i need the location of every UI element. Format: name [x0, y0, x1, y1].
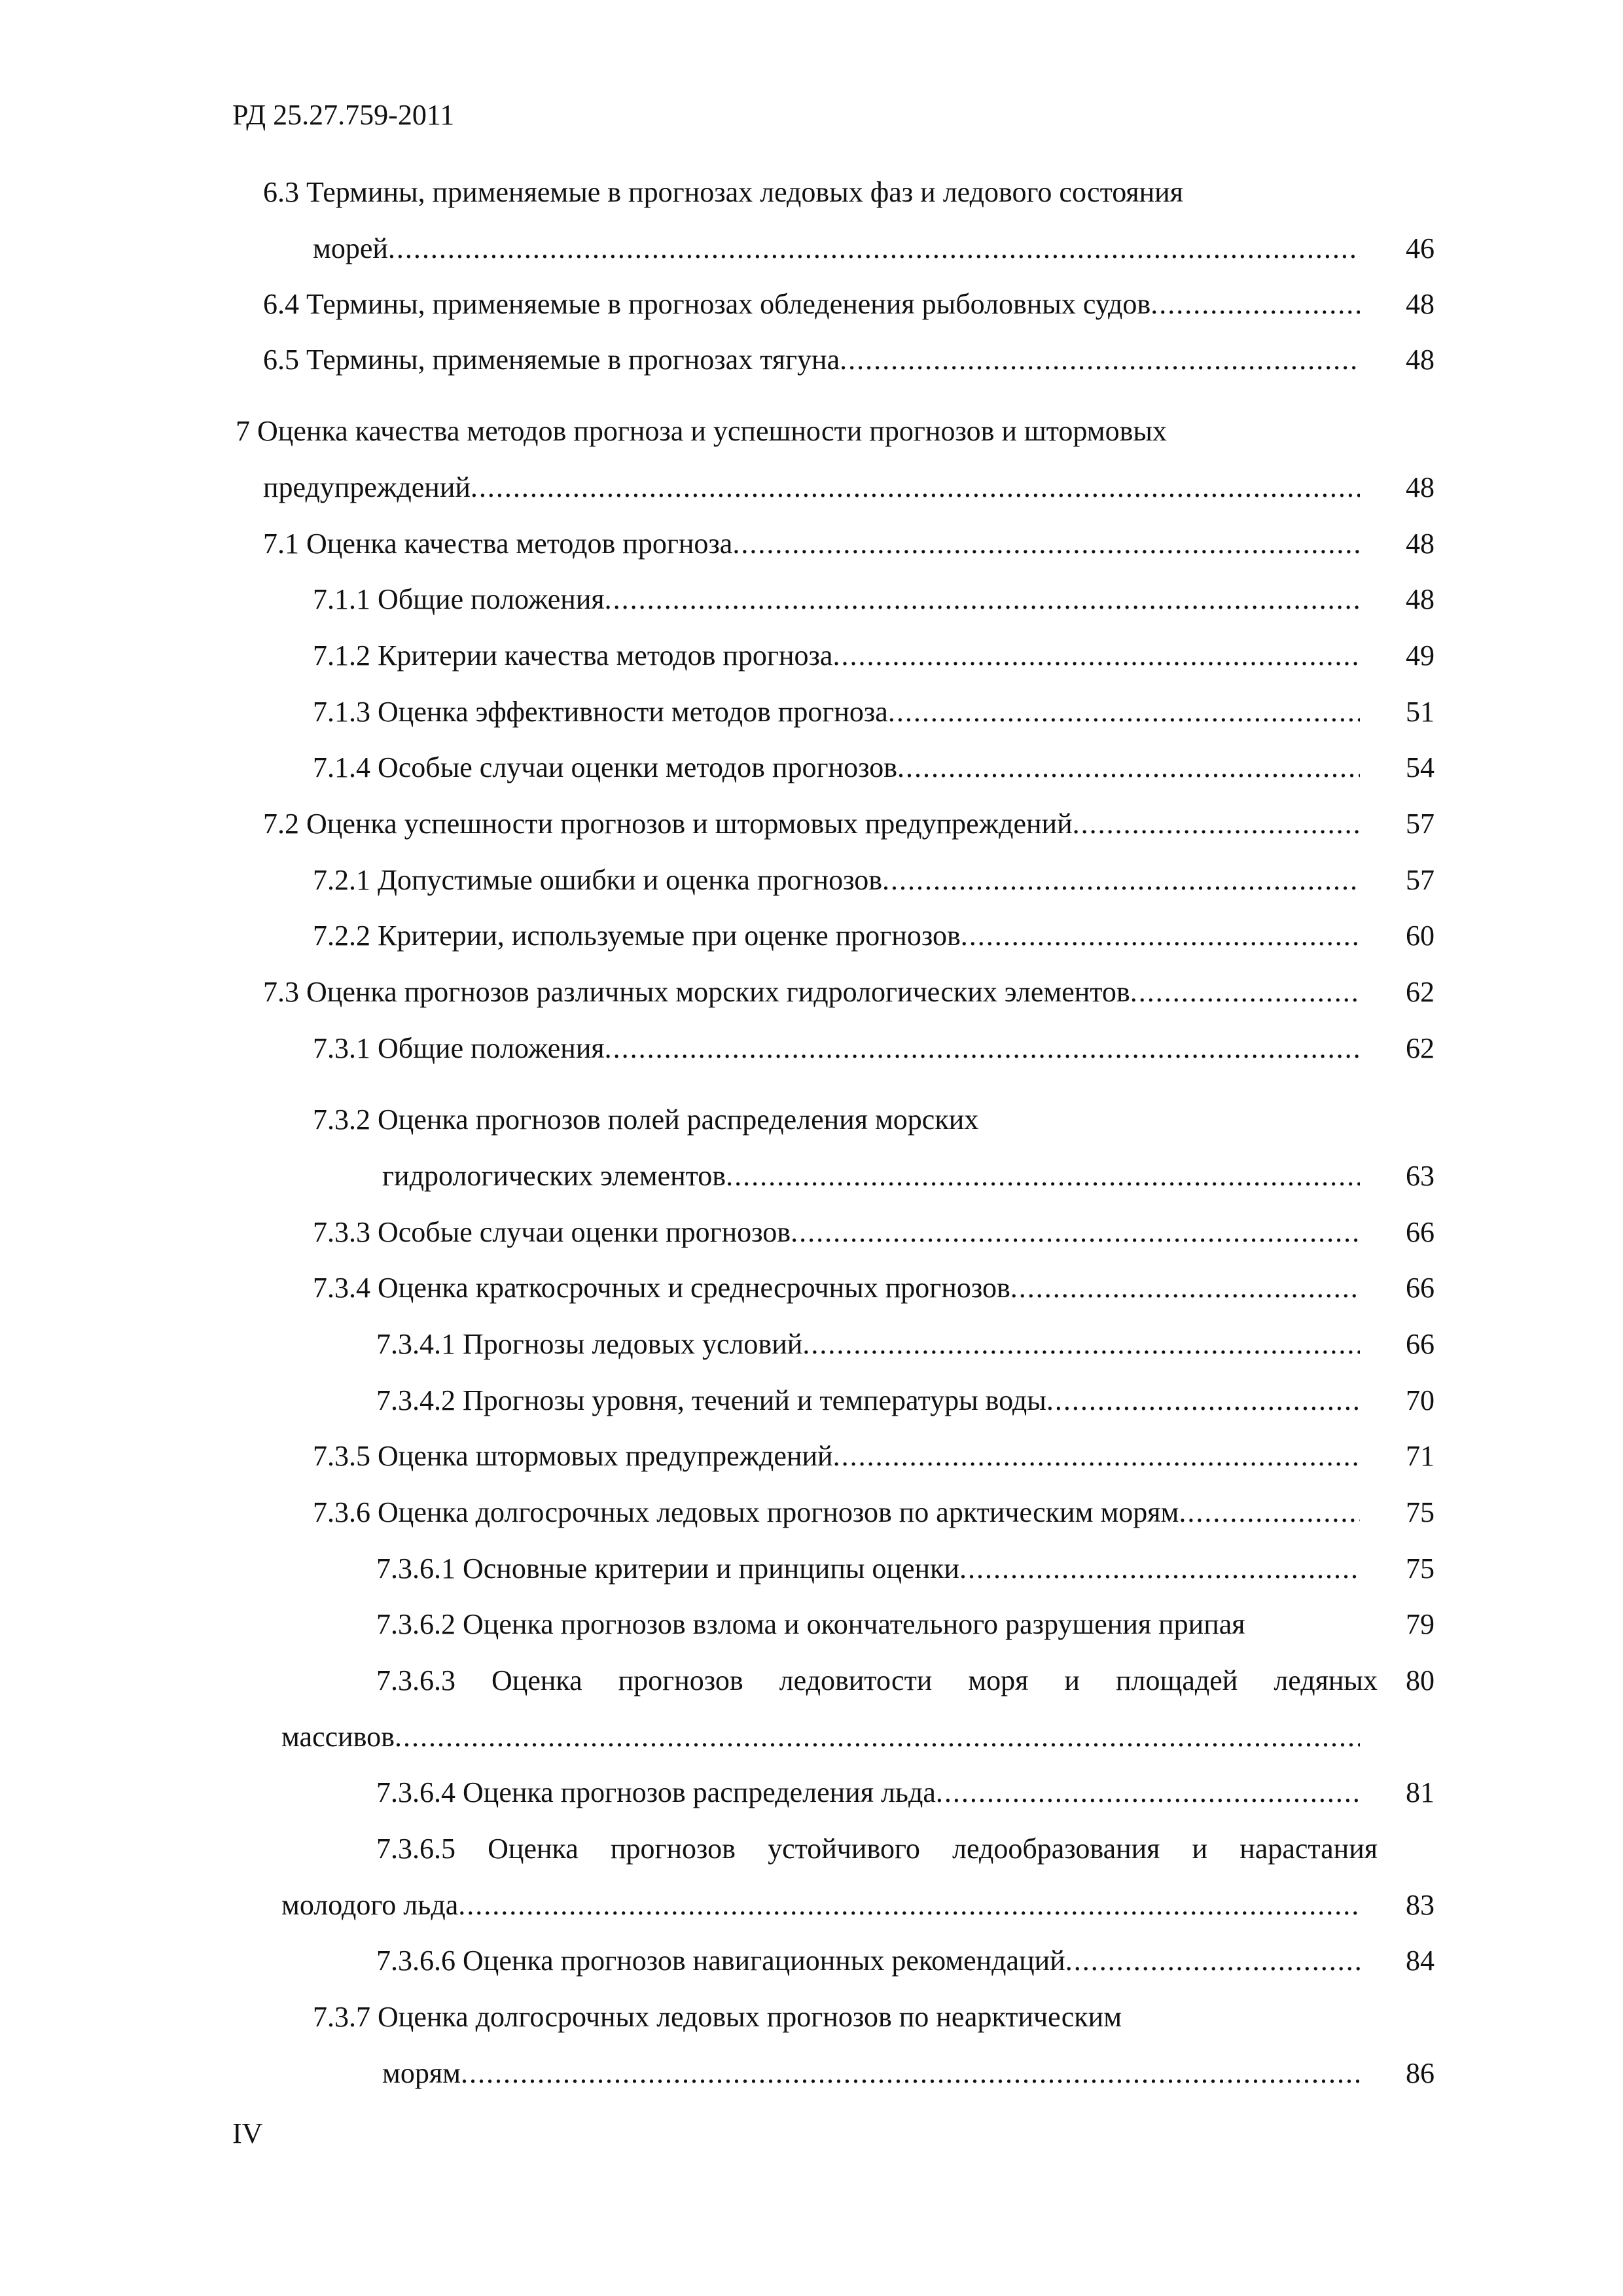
toc-entry-7-3-2-line2[interactable]: гидрологических элементов ..... — [382, 1158, 1360, 1194]
toc-entry-6-5[interactable]: 6.5 Термины, применяемые в прогнозах тягуна ..... — [263, 342, 1360, 378]
toc-entry-7-3-6-4[interactable]: 7.3.6.4 Оценка прогнозов распределения льда ..... — [376, 1774, 1360, 1811]
toc-page-7-3-6: 75 — [1406, 1496, 1435, 1528]
leader-dots — [732, 526, 1360, 562]
toc-entry-6-3-line2[interactable]: морей ..... — [313, 230, 1360, 267]
toc-page-7-3-6-2: 79 — [1406, 1608, 1435, 1640]
leader-dots — [897, 749, 1360, 786]
toc-entry-7-3-5[interactable]: 7.3.5 Оценка штормовых предупреждений ..... — [313, 1438, 1360, 1475]
leader-dots — [458, 1887, 1360, 1924]
toc-entry-7-3-6-3-line1: 7.3.6.3 Оценка прогнозов ледовитости моря и площадей ледяных — [376, 1664, 1378, 1696]
toc-entry-7-3-6-5-line2[interactable]: молодого льда ..... — [281, 1887, 1360, 1924]
leader-dots — [726, 1158, 1360, 1194]
toc-page-7-1: 48 — [1406, 528, 1435, 560]
leader-dots — [1130, 974, 1360, 1011]
toc-entry-7-1-2[interactable]: 7.1.2 Критерии качества методов прогноза ..... — [313, 637, 1360, 674]
leader-dots — [605, 1030, 1360, 1067]
toc-entry-7-1-1[interactable]: 7.1.1 Общие положения ..... — [313, 581, 1360, 618]
leader-dots — [888, 694, 1360, 730]
toc-entry-7-3-4[interactable]: 7.3.4 Оценка краткосрочных и среднесрочных прогнозов ..... — [313, 1270, 1360, 1306]
toc-entry-7-line1: 7 Оценка качества методов прогноза и успешности прогнозов и штормовых — [236, 415, 1167, 447]
toc-page-7-1-4: 54 — [1406, 751, 1435, 783]
leader-dots — [1073, 806, 1360, 842]
leader-dots — [961, 918, 1360, 954]
leader-dots — [388, 230, 1360, 267]
toc-page-7-3-4: 66 — [1406, 1272, 1435, 1304]
document-code-header: РД 25.27.759-2011 — [232, 99, 455, 131]
leader-dots — [833, 1438, 1360, 1475]
toc-entry-7-1[interactable]: 7.1 Оценка качества методов прогноза ..... — [263, 526, 1360, 562]
leader-dots — [471, 469, 1360, 506]
toc-entry-7-2-1[interactable]: 7.2.1 Допустимые ошибки и оценка прогнозов ..... — [313, 862, 1360, 899]
toc-entry-7-line2[interactable]: предупреждений ..... — [263, 469, 1360, 506]
toc-entry-7-3-6-1[interactable]: 7.3.6.1 Основные критерии и принципы оценки ..... — [376, 1551, 1360, 1587]
toc-entry-7-3-2-line1: 7.3.2 Оценка прогнозов полей распределения морских — [313, 1103, 979, 1136]
toc-page-7-1-1: 48 — [1406, 583, 1435, 615]
leader-dots — [1010, 1270, 1360, 1306]
toc-entry-7-3-6[interactable]: 7.3.6 Оценка долгосрочных ледовых прогнозов по арктическим морям ..... — [313, 1494, 1360, 1531]
toc-entry-7-3[interactable]: 7.3 Оценка прогнозов различных морских гидрологических элементов ..... — [263, 974, 1360, 1011]
toc-entry-6-3-line1: 6.3 Термины, применяемые в прогнозах ледовых фаз и ледового состояния — [263, 176, 1183, 208]
toc-page-7-1-3: 51 — [1406, 696, 1435, 728]
toc-entry-6-4[interactable]: 6.4 Термины, применяемые в прогнозах обледенения рыболовных судов ..... — [263, 286, 1360, 323]
toc-entry-7-3-4-2[interactable]: 7.3.4.2 Прогнозы уровня, течений и температуры воды ..... — [376, 1382, 1360, 1419]
toc-page-6-3: 46 — [1406, 232, 1435, 264]
leader-dots — [1046, 1382, 1360, 1419]
toc-page-7-3-7: 86 — [1406, 2057, 1435, 2089]
toc-entry-7-2-2[interactable]: 7.2.2 Критерии, используемые при оценке прогнозов ..... — [313, 918, 1360, 954]
toc-page-7-2-2: 60 — [1406, 920, 1435, 952]
toc-page-7-3-1: 62 — [1406, 1032, 1435, 1064]
toc-entry-7-3-6-3-line2[interactable]: массивов ..... — [281, 1719, 1360, 1755]
toc-entry-7-3-1[interactable]: 7.3.1 Общие положения ..... — [313, 1030, 1360, 1067]
toc-page-7-3: 62 — [1406, 976, 1435, 1008]
toc-page-7-3-6-6: 84 — [1406, 1945, 1435, 1977]
toc-entry-7-3-7-line2[interactable]: морям ..... — [382, 2055, 1360, 2092]
toc-entry-7-2[interactable]: 7.2 Оценка успешности прогнозов и штормовых предупреждений ..... — [263, 806, 1360, 842]
leader-dots — [1179, 1494, 1360, 1531]
toc-page-7-3-4-2: 70 — [1406, 1384, 1435, 1416]
leader-dots — [791, 1214, 1360, 1251]
toc-entry-7-1-3[interactable]: 7.1.3 Оценка эффективности методов прогноза ..... — [313, 694, 1360, 730]
toc-entry-7-3-6-2[interactable]: 7.3.6.2 Оценка прогнозов взлома и окончательного разрушения припая — [376, 1608, 1245, 1640]
leader-dots — [461, 2055, 1360, 2092]
leader-dots — [936, 1774, 1360, 1811]
leader-dots — [959, 1551, 1360, 1587]
leader-dots — [395, 1719, 1360, 1755]
toc-page-7-3-3: 66 — [1406, 1216, 1435, 1248]
toc-page-7-2: 57 — [1406, 808, 1435, 840]
toc-entry-7-3-7-line1: 7.3.7 Оценка долгосрочных ледовых прогнозов по неарктическим — [313, 2001, 1122, 2033]
leader-dots — [882, 862, 1360, 899]
toc-entry-7-1-4[interactable]: 7.1.4 Особые случаи оценки методов прогнозов ..... — [313, 749, 1360, 786]
toc-entry-7-3-3[interactable]: 7.3.3 Особые случаи оценки прогнозов ..... — [313, 1214, 1360, 1251]
leader-dots — [1150, 286, 1360, 323]
leader-dots — [802, 1326, 1360, 1363]
toc-page-7-3-6-4: 81 — [1406, 1776, 1435, 1808]
toc-page-7-3-6-3: 80 — [1406, 1664, 1435, 1696]
toc-page-7-3-4-1: 66 — [1406, 1328, 1435, 1360]
toc-page-6-4: 48 — [1406, 288, 1435, 320]
toc-page-7-3-5: 71 — [1406, 1440, 1435, 1472]
toc-entry-7-3-6-6[interactable]: 7.3.6.6 Оценка прогнозов навигационных рекомендаций ..... — [376, 1943, 1360, 1979]
page-number-footer: IV — [232, 2117, 263, 2149]
toc-entry-7-3-6-5-line1: 7.3.6.5 Оценка прогнозов устойчивого ледообразования и нарастания — [376, 1833, 1378, 1865]
toc-page-7: 48 — [1406, 471, 1435, 503]
leader-dots — [605, 581, 1360, 618]
leader-dots — [840, 342, 1360, 378]
toc-page-7-3-6-5: 83 — [1406, 1889, 1435, 1921]
leader-dots — [1065, 1943, 1360, 1979]
toc-entry-7-3-4-1[interactable]: 7.3.4.1 Прогнозы ледовых условий ..... — [376, 1326, 1360, 1363]
toc-page-7-3-6-1: 75 — [1406, 1552, 1435, 1585]
toc-page-7-2-1: 57 — [1406, 864, 1435, 896]
toc-page-7-3-2: 63 — [1406, 1160, 1435, 1192]
leader-dots — [832, 637, 1360, 674]
toc-page-6-5: 48 — [1406, 344, 1435, 376]
toc-page-7-1-2: 49 — [1406, 639, 1435, 672]
